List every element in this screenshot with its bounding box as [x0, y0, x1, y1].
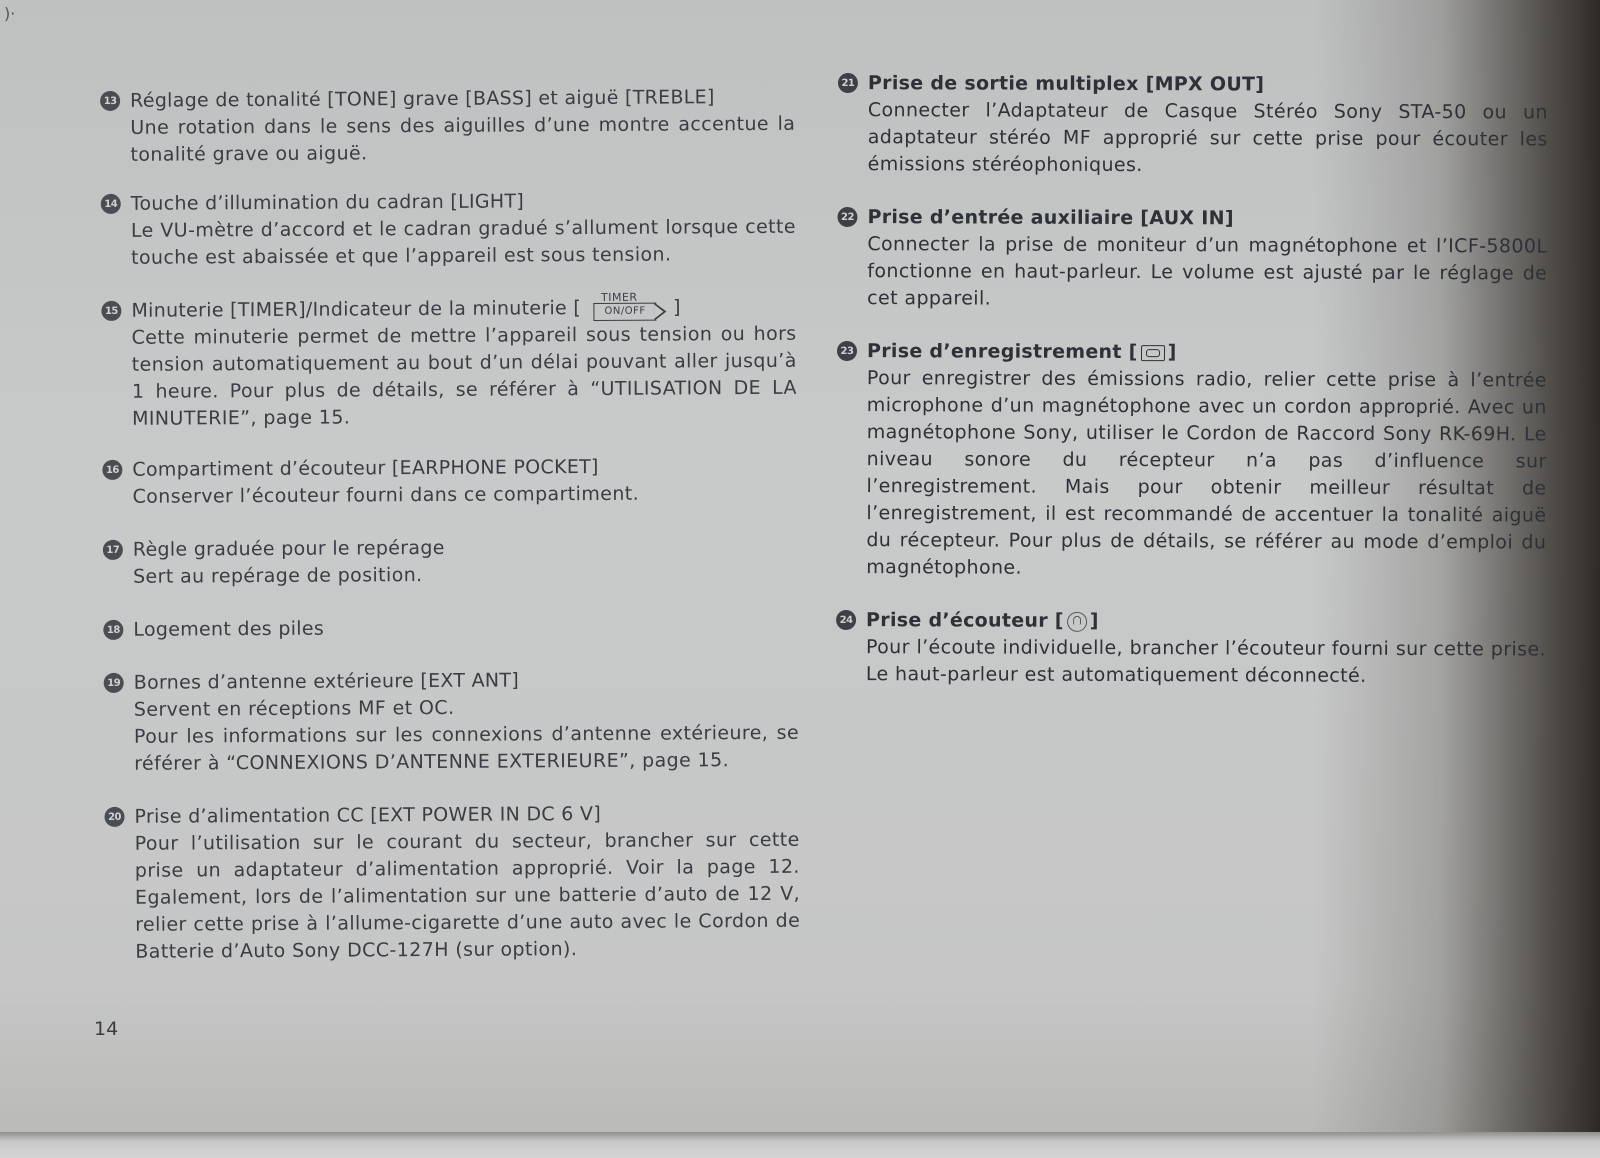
item-number: 18 [103, 620, 123, 640]
item-14-light [101, 187, 796, 272]
timer-label: TIMER [600, 290, 638, 304]
item-text: Pour enregistrer des émissions radio, relier cette prise à l’entrée microphone d’un magnétophone avec un cordon approprié. Avec un magnétophone Sony, utiliser le Cordon de Raccord Sony RK-69H. Le niveau sonore du récepteur n’a pas d’influence sur l’enregistrement. Mais pour obtenir meilleur résultat de l’enregistrement, il est recommandé de accentuer la tonalité aiguë du récepteur. Pour plus de détails, se référer au mode d’emploi du magnétophone. [866, 367, 1547, 579]
item-title [131, 290, 796, 325]
item-24-earphone-jack [836, 607, 1546, 690]
item-number: 16 [102, 460, 122, 480]
item-title: Compartiment d’écouteur [EARPHONE POCKET] [132, 455, 599, 481]
item-number: 17 [103, 540, 123, 560]
item-number: 24 [836, 610, 856, 630]
item-title: Réglage de tonalité [TONE] grave [BASS] et aiguë [TREBLE] [130, 86, 715, 112]
item-title: Prise d’entrée auxiliaire [AUX IN] [867, 206, 1234, 230]
item-number: 21 [838, 73, 858, 93]
item-number: 20 [104, 807, 124, 827]
item-title: Touche d’illumination du cadran [LIGHT] [130, 190, 525, 215]
item-text: Cette minuterie permet de mettre l’appareil sous tension ou hors tension automatiquement au bout d’un délai pouvant aller jusqu’à 1 heure. Pour plus de détails, se référer à “UTILISATION DE LA MINUTERIE”, page 15. [131, 322, 797, 430]
left-column [100, 74, 800, 966]
item-number: 13 [100, 91, 120, 111]
item-text: Connecter la prise de moniteur d’un magnétophone et l’ICF-5800L fonctionne en haut-parleur. Le volume est ajusté par le réglage de cet appareil. [867, 233, 1548, 310]
item-21-mpx-out [838, 70, 1548, 180]
item-title-end: ] [673, 296, 681, 319]
page-number: 14 [94, 1018, 119, 1040]
item-text: Servent en réceptions MF et OC. [133, 696, 455, 721]
item-text: Conserver l’écouteur fourni dans ce compartiment. [132, 482, 640, 508]
item-text: Une rotation dans le sens des aiguilles d’une montre accentue la tonalité grave ou aiguë. [130, 112, 796, 166]
item-title: Bornes d’antenne extérieure [EXT ANT] [133, 669, 520, 694]
timer-on-off-switch-icon [583, 290, 671, 321]
item-23-rec-out [836, 338, 1547, 583]
item-19-ext-ant [104, 666, 800, 778]
right-column [836, 70, 1548, 690]
item-number: 14 [101, 194, 121, 214]
item-17-scale [103, 533, 798, 591]
timer-switch-label: ON/OFF [593, 302, 656, 320]
item-title: Prise d’alimentation CC [EXT POWER IN DC 6 V] [134, 802, 602, 828]
record-cassette-icon [1141, 345, 1165, 361]
earphone-icon [1067, 611, 1087, 631]
item-text: Connecter l’Adaptateur de Casque Stéréo Sony STA-50 ou un adaptateur stéréo MF approprié sur cette prise pour écouter les émissions stéréophoniques. [867, 99, 1548, 177]
item-title-start: Minuterie [TIMER]/Indicateur de la minuterie [ [131, 297, 582, 322]
item-title-start: Prise d’enregistrement [ [866, 340, 1138, 364]
item-text: Le VU-mètre d’accord et le cadran gradué s’allument lorsque cette touche est abaissée et que l’appareil est sous tension. [130, 215, 796, 269]
item-title: Règle graduée pour le repérage [132, 536, 445, 561]
item-text: Pour l’utilisation sur le courant du secteur, brancher sur cette prise un adaptateur d’alimentation approprié. Voir la page 12. Egalement, lors de l’alimentation sur une batterie d’auto de 12 V, relier cette prise à l’allume-cigarette d’une auto avec le Cordon de Batterie d’Auto Sony DCC-127H (sur option). [134, 828, 801, 963]
item-20-ext-power [104, 800, 800, 966]
item-title [867, 338, 1547, 367]
page-bottom-edge [0, 1132, 1600, 1158]
item-title-end: ] [1089, 609, 1099, 632]
item-number: 23 [837, 341, 857, 361]
item-text: Sert au repérage de position. [132, 564, 423, 588]
item-13-tone [100, 84, 795, 169]
item-title-start: Prise d’écouteur [ [866, 609, 1064, 632]
item-title [866, 607, 1546, 636]
item-title: Prise de sortie multiplex [MPX OUT] [867, 72, 1265, 96]
corner-mark: )· [4, 4, 16, 23]
item-text: Pour les informations sur les connexions d’antenne extérieure, se référer à “CONNEXIONS D’ANTENNE EXTERIEURE”, page 15. [133, 721, 800, 775]
item-text: Pour l’écoute individuelle, brancher l’écouteur fourni sur cette prise. Le haut-parleur est automatiquement déconnecté. [865, 636, 1547, 687]
item-title: Logement des piles [133, 617, 325, 641]
item-18-battery [103, 613, 798, 644]
item-15-timer [101, 290, 797, 433]
item-number: 19 [104, 673, 124, 693]
item-title-end: ] [1167, 341, 1177, 364]
item-number: 15 [101, 301, 121, 321]
item-22-aux-in [837, 204, 1547, 314]
item-number: 22 [837, 207, 857, 227]
item-16-earphone-pocket [102, 453, 797, 511]
